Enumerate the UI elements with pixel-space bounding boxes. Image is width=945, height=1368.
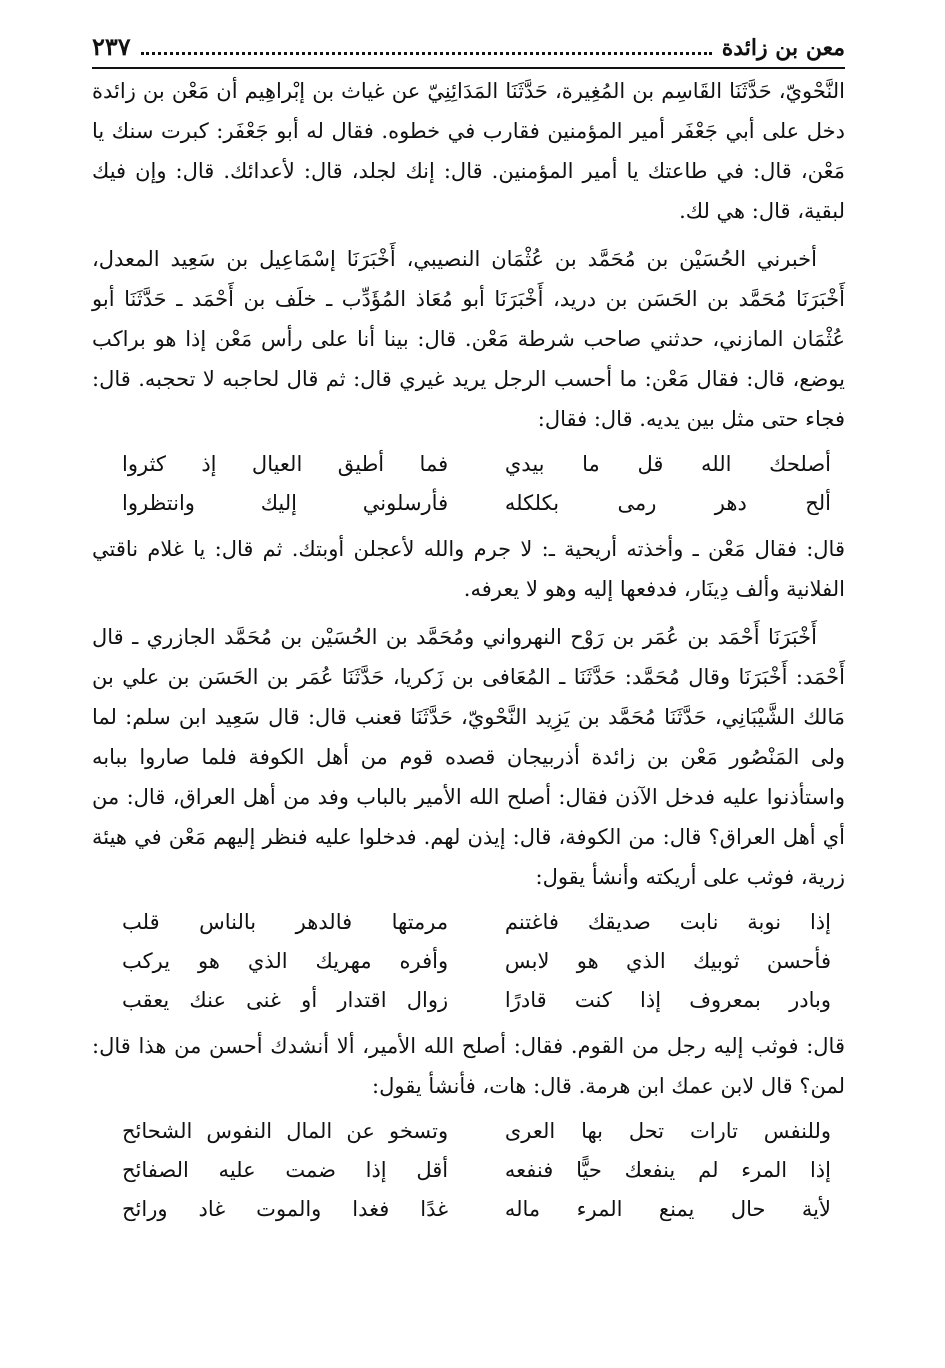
verse-second-hemistich: زوال اقتدار أو غنى عنك يعقب [122, 988, 449, 1012]
verse-second-hemistich: مرمتها فالدهر بالناس قلب [122, 910, 449, 934]
verse-second-hemistich: وتسخو عن المال النفوس الشحائح [122, 1119, 449, 1143]
running-head [92, 30, 845, 69]
verse-line [92, 484, 845, 523]
verse-line [92, 903, 845, 942]
paragraph: أخبرني الحُسَيْن بن مُحَمَّد بن عُثْمَان النصيبي، أَخْبَرَنَا إسْمَاعِيل بن سَعِيد المعدل، أَخْبَرَنَا مُحَمَّد بن الحَسَن بن دريد، أَخْبَرَنَا أبو مُعَاذ المُؤَدِّب ـ خلَف بن أَحْمَد ـ حَدَّثَنَا أبو عُثْمَان المازني، حدثني صاحب شرطة مَعْن. قال: بينا أنا على رأس مَعْن إذا هو براكب يوضع، قال: فقال مَعْن: ما أحسب الرجل يريد غيري قال: ثم قال لحاجبه لا تحجبه. قال: فجاء حتى مثل بين يديه. قال: فقال: [92, 247, 845, 431]
verse-second-hemistich: فأرسلوني إليك وانتظروا [122, 491, 449, 515]
verse-first-hemistich: فأحسن ثوبيك الذي هو لابس [504, 949, 831, 973]
verse-first-hemistich: لأية حال يمنع المرء ماله [504, 1197, 831, 1221]
paragraph: النَّحْويّ، حَدَّثَنَا القَاسِم بن المُغِيرة، حَدَّثَنَا المَدَائِنِيّ عن غياث بن إبْراهِيم أن مَعْن بن زائدة دخل على أبي جَعْفَر أمير المؤمنين فقارب في خطوه. فقال له أبو جَعْفَر: كبرت سنك يا مَعْن، قال: في طاعتك يا أمير المؤمنين. قال: إنك لجلد، قال: لأعدائك. قال: وإن فيك لبقية، قال: هي لك. [92, 79, 845, 223]
verse-second-hemistich: فما أطيق العيال إذ كثروا [122, 452, 449, 476]
verse-first-hemistich: وبادر بمعروف إذا كنت قادرًا [504, 988, 831, 1012]
page-number: ٢٣٧ [92, 32, 131, 61]
poem [92, 1112, 845, 1229]
paragraph: قال: فوثب إليه رجل من القوم. فقال: أصلح الله الأمير، ألا أنشدك أحسن من هذا قال: لمن؟ قال لابن عمك ابن هرمة. قال: هات، فأنشأ يقول: [92, 1034, 845, 1098]
verse-second-hemistich: وأفره مهريك الذي هو يركب [122, 949, 449, 973]
verse-first-hemistich: وللنفس تارات تحل بها العرى [504, 1119, 831, 1143]
leader-dots [141, 52, 712, 55]
poem [92, 445, 845, 523]
verse-second-hemistich: أقل إذا ضمت عليه الصفائح [122, 1158, 449, 1182]
verse-line [92, 1151, 845, 1190]
poem [92, 903, 845, 1020]
verse-line [92, 942, 845, 981]
verse-second-hemistich: غدًا فغدا والموت غاد ورائح [122, 1197, 449, 1221]
verse-first-hemistich: إذا المرء لم ينفعك حيًّا فنفعه [504, 1158, 831, 1182]
verse-first-hemistich: إذا نوبة نابت صديقك فاغتنم [504, 910, 831, 934]
verse-first-hemistich: ألح دهر رمى بكلكله [504, 491, 831, 515]
verse-line [92, 1112, 845, 1151]
chapter-title: معن بن زائدة [721, 35, 845, 61]
paragraph: قال: فقال مَعْن ـ وأخذته أريحية ـ: لا جرم والله لأعجلن أوبتك. ثم قال: يا غلام ناقتي الفلانية وألف دِينَار، فدفعها إليه وهو لا يعرفه. [92, 537, 845, 601]
verse-line [92, 445, 845, 484]
verse-line [92, 981, 845, 1020]
verse-first-hemistich: أصلحك الله قل ما بيدي [504, 452, 831, 476]
verse-line [92, 1190, 845, 1229]
paragraph: أَخْبَرَنَا أَحْمَد بن عُمَر بن رَوْح النهرواني ومُحَمَّد بن الحُسَيْن بن مُحَمَّد الجازري ـ قال أَحْمَد: أَخْبَرَنَا وقال مُحَمَّد: حَدَّثَنَا ـ المُعَافى بن زَكريا، حَدَّثَنَا عُمَر بن الحَسَن بن علي بن مَالك الشَّيْبَانِي، حَدَّثَنَا مُحَمَّد بن يَزِيد النَّحْويّ، حَدَّثَنَا قعنب قال: قال سَعِيد ابن سلم: لما ولى المَنْصُور مَعْن بن زائدة أذربيجان قصده قوم من أهل الكوفة فلما صاروا ببابه واستأذنوا عليه فدخل الآذن فقال: أصلح الله الأمير بالباب وفد من أهل العراق، قال: من أي أهل العراق؟ قال: من الكوفة، قال: إيذن لهم. فدخلوا عليه فنظر إليهم مَعْن في هيئة زرية، فوثب على أريكته وأنشأ يقول: [92, 625, 845, 889]
